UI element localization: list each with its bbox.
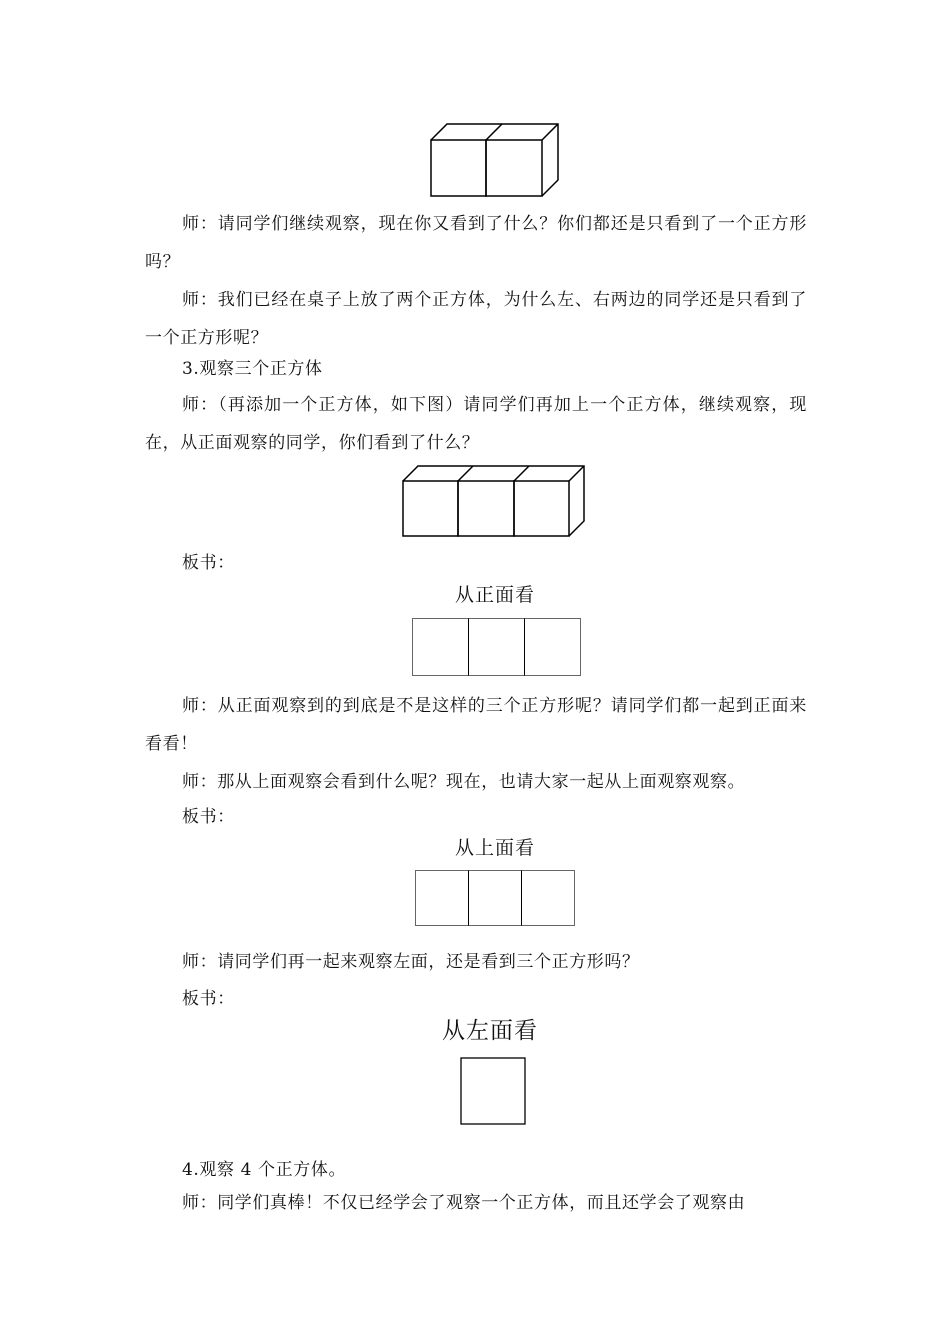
- view-square: [522, 871, 575, 926]
- board-label-3: 板书：: [182, 989, 235, 1009]
- view-square: [461, 1058, 525, 1124]
- board-label-2: 板书：: [182, 807, 235, 827]
- two-cubes-figure: [425, 120, 565, 202]
- cube-front-face: [403, 481, 458, 536]
- cube-front-face: [458, 481, 514, 536]
- paragraph-1: 师：请同学们继续观察，现在你又看到了什么？你们都还是只看到了一个正方形吗？: [145, 214, 807, 272]
- cube-top-outline: [431, 124, 558, 196]
- paragraph-4: 师：从正面观察到的到底是不是这样的三个正方形呢？请同学们都一起到正面来看看！: [145, 696, 807, 754]
- view-square: [413, 619, 469, 676]
- top-view-figure: [415, 870, 577, 928]
- cube-top-edge: [514, 466, 529, 481]
- front-view-caption: 从正面看: [455, 584, 536, 606]
- view-square: [525, 619, 581, 676]
- view-square: [469, 871, 522, 926]
- paragraph-2: 师：我们已经在桌子上放了两个正方体，为什么左、右两边的同学还是只看到了一个正方形呢？: [145, 290, 807, 348]
- paragraph-6: 师：请同学们再一起来观察左面，还是看到三个正方形吗？: [182, 952, 640, 972]
- paragraph-3: 师：（再添加一个正方体，如下图）请同学们再加上一个正方体，继续观察，现在，从正面观察的同学，你们看到了什么？: [145, 395, 807, 453]
- section-heading-4: 4.观察 4 个正方体。: [182, 1160, 347, 1180]
- view-square: [416, 871, 469, 926]
- paragraph-5: 师：那从上面观察会看到什么呢？现在，也请大家一起从上面观察观察。: [182, 772, 746, 792]
- cube-front-face: [431, 140, 486, 196]
- top-view-caption: 从上面看: [455, 837, 536, 859]
- three-cubes-figure: [400, 462, 590, 542]
- view-square: [469, 619, 525, 676]
- paragraph-7: 师：同学们真棒！不仅已经学会了观察一个正方体，而且还学会了观察由: [182, 1193, 746, 1213]
- cube-front-face: [486, 140, 542, 196]
- section-heading-3: 3.观察三个正方体: [182, 359, 323, 379]
- cube-top-edge: [458, 466, 473, 481]
- cube-top-edge: [569, 466, 584, 481]
- cube-top-edge: [486, 124, 502, 140]
- left-view-figure: [460, 1057, 528, 1127]
- cube-top-outline: [403, 466, 584, 536]
- front-view-figure: [412, 618, 582, 678]
- cube-front-face: [514, 481, 569, 536]
- left-view-caption: 从左面看: [442, 1018, 538, 1044]
- cube-top-edge: [542, 124, 558, 140]
- board-label-1: 板书：: [182, 553, 235, 573]
